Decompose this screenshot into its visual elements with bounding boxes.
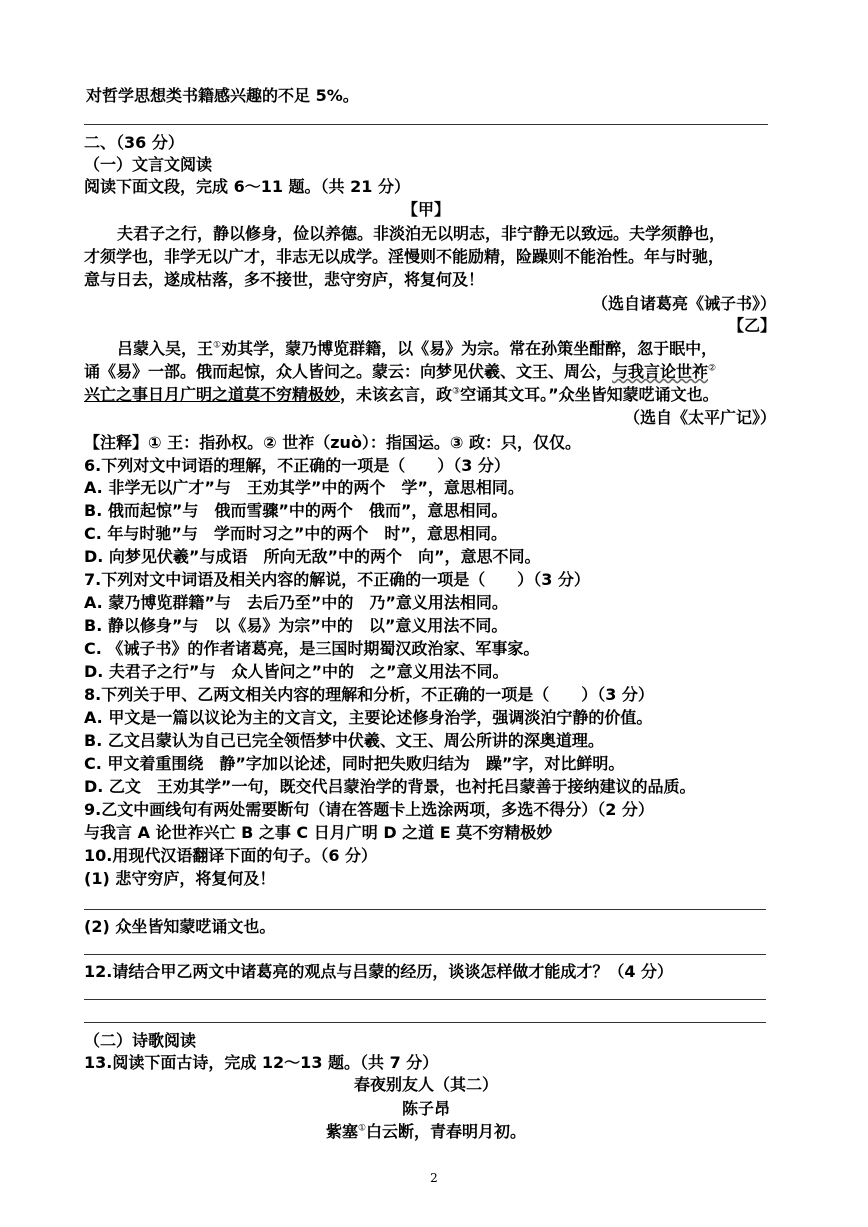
passage-jia-line-2: 才须学也，非学无以广才，非志无以成学。淫慢则不能励精，险躁则不能治性。年与时驰， xyxy=(84,247,725,266)
q7-option-b: B. 静以修身”与 以《易》为宗”中的 以”意义用法不同。 xyxy=(84,616,508,635)
underlined-sentence-part-2: 兴亡之事日月广明之道莫不穷精极妙 xyxy=(84,385,341,404)
passage-jia-source: （选自诸葛亮《诫子书》） xyxy=(591,294,776,313)
footnote-marker-3: ③ xyxy=(452,386,461,397)
q7-option-d: D. 夫君子之行”与 众人皆问之”中的 之”意义用法不同。 xyxy=(84,662,509,681)
poem-author: 陈子昂 xyxy=(401,1099,450,1118)
classical-reading-instruction: 阅读下面文段，完成 6～11 题。（共 21 分） xyxy=(84,177,410,196)
top-line: 对哲学思想类书籍感兴趣的不足 5%。 xyxy=(86,86,359,105)
passage-jia-label: 【甲】 xyxy=(401,200,450,219)
q6-option-b: B. 俄而起惊”与 俄而雪骤”中的两个 俄而”，意思相同。 xyxy=(84,501,508,520)
page-number: 2 xyxy=(430,1171,438,1185)
passage-yi-line-3: 兴亡之事日月广明之道莫不穷精极妙，未该玄言，政③空诵其文耳。”众坐皆知蒙呓诵文也。 xyxy=(84,385,719,404)
q7-option-c: C. 《诫子书》的作者诸葛亮，是三国时期蜀汉政治家、军事家。 xyxy=(84,639,540,658)
poem-line-1: 紫塞①白云断，青春明月初。 xyxy=(325,1122,527,1141)
q10-sentence-1: (1) 悲守穷庐，将复何及！ xyxy=(84,869,276,888)
q9-stem: 9.乙文中画线句有两处需要断句（请在答题卡上选涂两项，多选不得分）（2 分） xyxy=(84,800,654,819)
q8-option-a: A. 甲文是一篇以议论为主的文言文，主要论述修身治学，强调淡泊宁静的价值。 xyxy=(84,708,653,727)
annotation-note: 【注释】① 王：指孙权。② 世祚（zuò）：指国运。③ 政：只，仅仅。 xyxy=(84,433,582,452)
q8-option-d: D. 乙文 王劝其学”一句，既交代吕蒙治学的背景，也衬托吕蒙善于接纳建议的品质。 xyxy=(84,777,696,796)
poetry-reading-title: （二）诗歌阅读 xyxy=(84,1031,197,1050)
q8-stem: 8.下列关于甲、乙两文相关内容的理解和分析，不正确的一项是（ ）（3 分） xyxy=(84,685,654,704)
answer-line-4 xyxy=(84,1022,766,1023)
q9-options: 与我言 A 论世祚兴亡 B 之事 C 日月广明 D 之道 E 莫不穷精极妙 xyxy=(84,823,553,842)
poem-title: 春夜别友人（其二） xyxy=(353,1075,498,1094)
q8-option-b: B. 乙文吕蒙认为自己已完全领悟梦中伏羲、文王、周公所讲的深奥道理。 xyxy=(84,731,604,750)
answer-line-3 xyxy=(84,999,766,1000)
classical-reading-title: （一）文言文阅读 xyxy=(84,155,213,174)
q13-instruction: 13.阅读下面古诗，完成 12～13 题。（共 7 分） xyxy=(84,1053,439,1072)
underlined-sentence-part-1: 与我言论世祚 xyxy=(612,362,709,381)
footnote-marker-2: ② xyxy=(708,363,717,374)
q10-stem: 10.用现代汉语翻译下面的句子。（6 分） xyxy=(84,846,378,865)
passage-yi-label: 【乙】 xyxy=(727,316,776,335)
q6-option-c: C. 年与时驰”与 学而时习之”中的两个 时”，意思相同。 xyxy=(84,524,507,543)
q7-option-a: A. 蒙乃博览群籍”与 去后乃至”中的 乃”意义用法相同。 xyxy=(84,593,508,612)
q6-option-a: A. 非学无以广才”与 王劝其学”中的两个 学”，意思相同。 xyxy=(84,478,524,497)
q6-stem: 6.下列对文中词语的理解，不正确的一项是（ ）（3 分） xyxy=(84,456,510,475)
passage-jia-line-1: 夫君子之行，静以修身，俭以养德。非淡泊无以明志，非宁静无以致远。夫学须静也， xyxy=(117,224,726,243)
q7-stem: 7.下列对文中词语及相关内容的解说，不正确的一项是（ ）（3 分） xyxy=(84,570,590,589)
divider-top xyxy=(84,124,768,125)
passage-yi-line-1: 吕蒙入吴，王①劝其学，蒙乃博览群籍，以《易》为宗。常在孙策坐酣醉，忽于眠中， xyxy=(117,339,718,358)
answer-line-1 xyxy=(84,909,766,910)
q8-option-c: C. 甲文着重围绕 静”字加以论述，同时把失败归结为 躁”字，对比鲜明。 xyxy=(84,754,625,773)
passage-jia-line-3: 意与日去，遂成枯落，多不接世，悲守穷庐，将复何及！ xyxy=(84,270,485,289)
answer-line-2 xyxy=(84,954,766,955)
q6-option-d: D. 向梦见伏羲”与成语 所向无敌”中的两个 向”，意思不同。 xyxy=(84,547,541,566)
footnote-marker-1: ① xyxy=(213,340,222,351)
section-title: 二、（36 分） xyxy=(84,133,184,152)
q12-stem: 12.请结合甲乙两文中诸葛亮的观点与吕蒙的经历，谈谈怎样做才能成才？（4 分） xyxy=(84,962,674,981)
passage-yi-source: （选自《太平广记》） xyxy=(623,408,776,427)
poem-footnote-marker: ① xyxy=(357,1123,367,1134)
passage-yi-line-2: 诵《易》一部。俄而起惊，众人皆问之。蒙云：向梦见伏羲、文王、周公，与我言论世祚② xyxy=(84,362,717,381)
q10-sentence-2: (2) 众坐皆知蒙呓诵文也。 xyxy=(84,917,276,936)
